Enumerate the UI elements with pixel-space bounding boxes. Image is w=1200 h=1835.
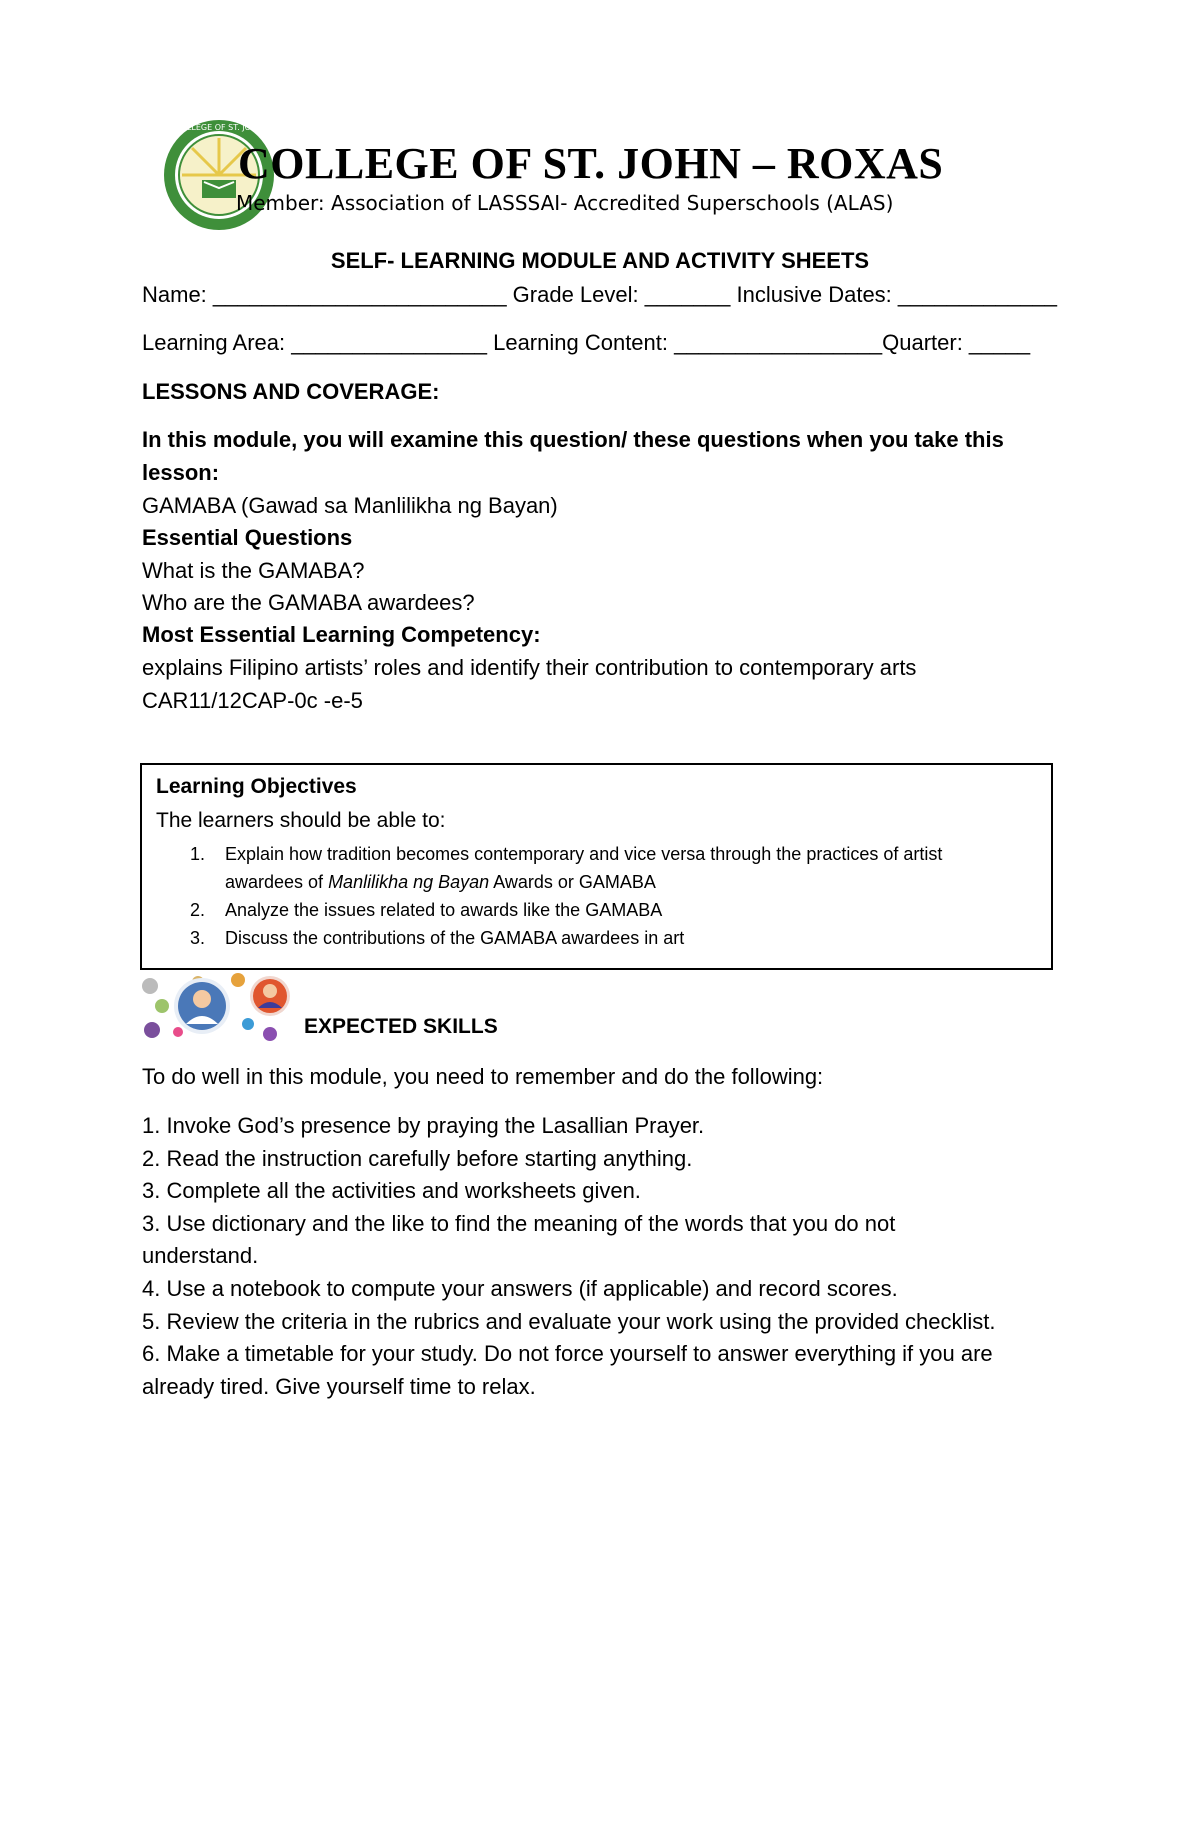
logo-ring-text: COLLEGE OF ST. JOHN bbox=[175, 123, 263, 132]
skills-intro: To do well in this module, you need to remember and do the following: bbox=[142, 1064, 824, 1089]
essential-question-1: What is the GAMABA? bbox=[142, 558, 365, 583]
lessons-intro-line-2: lesson: bbox=[142, 460, 220, 485]
lesson-topic: GAMABA (Gawad sa Manlilikha ng Bayan) bbox=[142, 493, 558, 518]
objectives-subtitle: The learners should be able to: bbox=[156, 809, 446, 832]
melc-code: CAR11/12CAP-0c -e-5 bbox=[142, 688, 363, 713]
lessons-intro-line-1: In this module, you will examine this question/ these questions when you take this bbox=[142, 427, 1004, 452]
skill-line: 3. Use dictionary and the like to find the meaning of the words that you do not bbox=[142, 1211, 896, 1236]
module-title: SELF- LEARNING MODULE AND ACTIVITY SHEETS bbox=[330, 248, 870, 273]
skill-line: 2. Read the instruction carefully before starting anything. bbox=[142, 1146, 693, 1171]
skill-line: 4. Use a notebook to compute your answers (if applicable) and record scores. bbox=[142, 1276, 898, 1301]
skill-line: 3. Complete all the activities and worksheets given. bbox=[142, 1178, 641, 1203]
skill-line: understand. bbox=[142, 1243, 259, 1268]
objective-1-line-2 bbox=[225, 872, 656, 893]
college-name: COLLEGE OF ST. JOHN – ROXAS bbox=[238, 139, 944, 188]
objective-1-line-1: Explain how tradition becomes contemporary and vice versa through the practices of artist bbox=[225, 844, 943, 864]
lessons-heading: LESSONS AND COVERAGE: bbox=[142, 379, 440, 404]
objective-number: 1. bbox=[190, 844, 206, 864]
skills-gears-people-icon bbox=[138, 972, 290, 1044]
melc-text: explains Filipino artists’ roles and identify their contribution to contemporary arts bbox=[142, 655, 917, 680]
skill-line: 5. Review the criteria in the rubrics and evaluate your work using the provided checklist. bbox=[142, 1309, 996, 1334]
expected-skills-heading: EXPECTED SKILLS bbox=[304, 1015, 498, 1038]
objective-1-text-pre: awardees of bbox=[225, 872, 329, 892]
essential-question-2: Who are the GAMABA awardees? bbox=[142, 590, 475, 615]
objective-number: 3. bbox=[190, 928, 206, 948]
skill-line: 1. Invoke God’s presence by praying the Lasallian Prayer. bbox=[142, 1113, 705, 1138]
objective-3: Discuss the contributions of the GAMABA awardees in art bbox=[225, 928, 685, 948]
skill-line: already tired. Give yourself time to relax. bbox=[142, 1374, 536, 1399]
objective-1-text-em: Manlilikha ng Bayan bbox=[328, 872, 490, 892]
objective-number: 2. bbox=[190, 900, 206, 920]
membership-line: Member: Association of LASSSAI- Accredited Superschools (ALAS) bbox=[236, 191, 894, 215]
objective-2: Analyze the issues related to awards like the GAMABA bbox=[225, 900, 663, 920]
objective-1-text-post: Awards or GAMABA bbox=[489, 872, 656, 892]
essential-questions-heading: Essential Questions bbox=[142, 525, 353, 550]
objectives-title: Learning Objectives bbox=[156, 775, 357, 798]
melc-heading: Most Essential Learning Competency: bbox=[142, 622, 541, 647]
name-grade-dates-line: Name: ________________________ Grade Level: _______ Inclusive Dates: _____________ bbox=[142, 282, 1057, 307]
area-content-quarter-line: Learning Area: ________________ Learning Content: _________________Quarter: _____ bbox=[142, 330, 1031, 355]
skill-line: 6. Make a timetable for your study. Do not force yourself to answer everything if you are bbox=[142, 1341, 993, 1366]
learning-objectives-box bbox=[140, 763, 1053, 970]
